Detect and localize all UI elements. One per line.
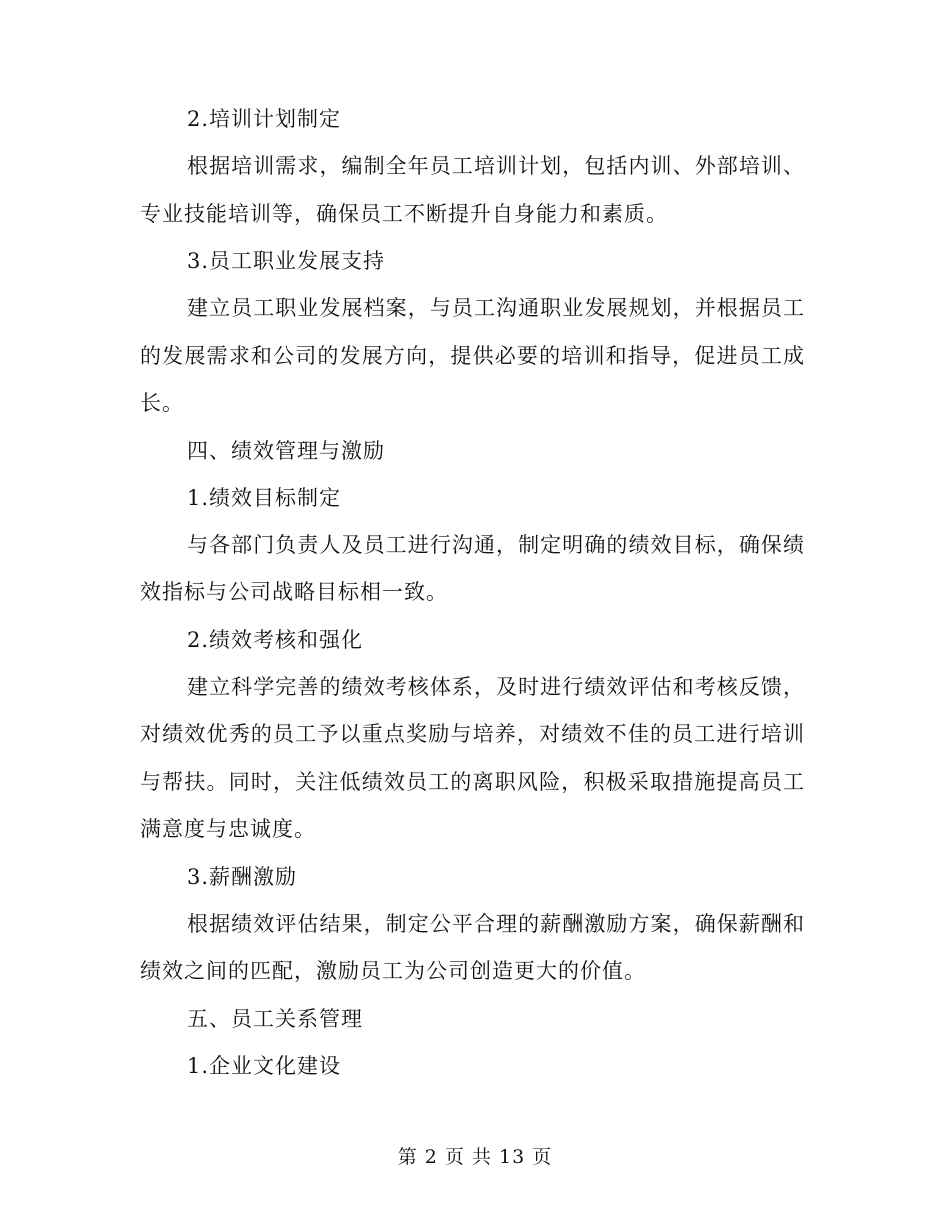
paragraph-compensation: 根据绩效评估结果，制定公平合理的薪酬激励方案，确保薪酬和绩效之间的匹配，激励员工为公司创造更大的价值。 [140, 911, 805, 983]
paragraph-training-plan: 根据培训需求，编制全年员工培训计划，包括内训、外部培训、专业技能培训等，确保员工不断提升自身能力和素质。 [140, 154, 805, 226]
paragraph-career-development: 建立员工职业发展档案，与员工沟通职业发展规划，并根据员工的发展需求和公司的发展方向，提供必要的培训和指导，促进员工成长。 [140, 296, 805, 415]
section-heading-training-plan: 2.培训计划制定 [187, 107, 342, 131]
paragraph-performance-review: 建立科学完善的绩效考核体系，及时进行绩效评估和考核反馈，对绩效优秀的员工予以重点奖励与培养，对绩效不佳的员工进行培训与帮扶。同时，关注低绩效员工的离职风险，积极采取措施提高员工满意度与忠诚度。 [140, 674, 805, 841]
section-heading-career-development: 3.员工职业发展支持 [187, 249, 386, 273]
chapter-heading-performance: 四、绩效管理与激励 [187, 438, 385, 463]
paragraph-performance-goals: 与各部门负责人及员工进行沟通，制定明确的绩效目标，确保绩效指标与公司战略目标相一致。 [140, 532, 805, 604]
section-heading-performance-review: 2.绩效考核和强化 [187, 627, 364, 652]
section-heading-compensation: 3.薪酬激励 [187, 864, 298, 889]
section-heading-performance-goals: 1.绩效目标制定 [187, 485, 342, 510]
section-heading-corporate-culture: 1.企业文化建设 [187, 1053, 342, 1078]
page-body [140, 96, 805, 1090]
page-number-footer: 第 2 页 共 13 页 [397, 1146, 553, 1168]
chapter-heading-employee-relations: 五、员工关系管理 [187, 1006, 363, 1031]
